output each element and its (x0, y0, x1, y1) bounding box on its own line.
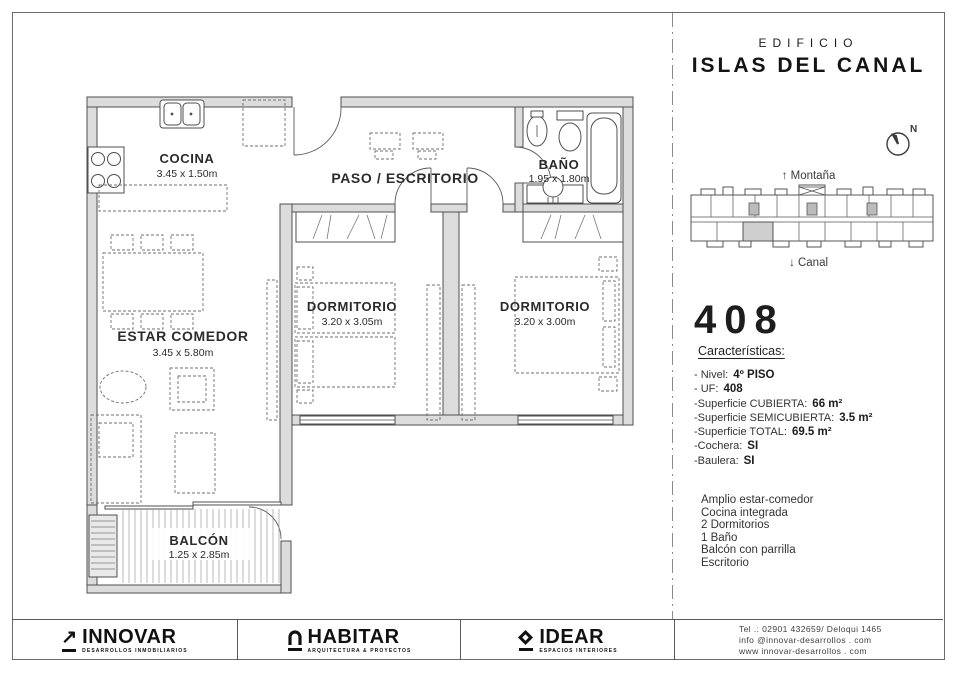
innovar-arrow-icon: ↗ (61, 626, 78, 648)
unit-number: 408 (694, 298, 785, 342)
north-label: N (910, 124, 918, 135)
orientation-canal: ↓ Canal (788, 255, 829, 269)
features-list (701, 494, 941, 570)
room-dims-dormitorio-2: 3.20 x 3.00m (514, 316, 576, 328)
logo-cell-habitar (238, 620, 461, 660)
room-dims-cocina: 3.45 x 1.50m (156, 168, 218, 180)
contact-cell (675, 620, 943, 660)
orientation-montana: ↑ Montaña (781, 168, 836, 182)
room-dims-balcon: 1.25 x 2.85m (168, 549, 230, 561)
feature-item: Balcón con parrilla (701, 544, 796, 557)
feature-item: 1 Baño (701, 531, 738, 544)
desk (370, 133, 443, 159)
habitar-tagline: ARQUITECTURA & PROYECTOS (307, 647, 412, 654)
logo-cell-innovar (12, 620, 238, 660)
building-label: EDIFICIO (758, 36, 859, 50)
innovar-tagline: DESARROLLOS INMOBILIARIOS (82, 647, 188, 654)
contact-tel: Tel .: 02901 432659/ Deloqui 1465 (739, 623, 882, 634)
parrilla-grill (89, 515, 117, 577)
idear-logo: IDEAR (539, 625, 605, 648)
down-arrow-icon: ↓ (788, 255, 795, 269)
feature-item: Amplio estar-comedor (701, 494, 814, 506)
innovar-logo: INNOVAR (82, 625, 177, 648)
panel-divider-line (672, 13, 673, 619)
characteristic-row: -Superficie TOTAL: 69.5 m² (694, 426, 832, 439)
feature-item: Cocina integrada (701, 506, 788, 519)
living-furniture (91, 235, 277, 503)
building-name: ISLAS DEL CANAL (691, 54, 926, 77)
logo-bar (288, 648, 302, 651)
characteristic-row: -Superficie SEMICUBIERTA: 3.5 m² (694, 411, 873, 424)
idear-diamond-icon (517, 629, 534, 646)
contact-email: info @innovar-desarrollos . com (739, 634, 872, 645)
characteristics-title: Características: (698, 344, 785, 358)
feature-item: 2 Dormitorios (701, 519, 770, 532)
room-label-estar: ESTAR COMEDOR (117, 328, 249, 344)
floor-plan (75, 85, 637, 597)
logo-bar (519, 648, 533, 651)
room-label-balcon: BALCÓN (169, 533, 229, 548)
habitar-logo: HABITAR (307, 625, 400, 648)
up-arrow-icon: ↑ (781, 168, 788, 182)
north-compass-icon (882, 118, 928, 160)
characteristic-row: - Nivel: 4º PISO (694, 369, 775, 381)
bedroom1-beds (295, 267, 398, 403)
room-dims-bano: 1.95 x 1.80m (528, 173, 590, 185)
room-label-paso: PASO / ESCRITORIO (331, 170, 479, 186)
characteristic-row: -Superficie CUBIERTA: 66 m² (694, 397, 843, 410)
characteristics-list (694, 368, 940, 468)
characteristic-row: - UF: 408 (694, 383, 743, 396)
logo-bar (62, 649, 76, 652)
room-label-dormitorio-1: DORMITORIO (306, 299, 398, 314)
habitar-house-icon (287, 629, 303, 646)
room-label-cocina: COCINA (159, 151, 215, 166)
footer-band (12, 619, 943, 660)
room-label-dormitorio-2: DORMITORIO (499, 299, 591, 314)
room-label-bano: BAÑO (538, 157, 580, 172)
room-dims-estar: 3.45 x 5.80m (152, 347, 214, 359)
idear-tagline: ESPACIOS INTERIORES (539, 647, 618, 654)
characteristic-row: -Baulera: SI (694, 454, 755, 467)
room-dims-dormitorio-1: 3.20 x 3.05m (321, 316, 383, 328)
feature-item: Escritorio (701, 556, 749, 569)
building-site-plan (687, 181, 939, 253)
contact-web: www innovar-desarrollos . com (739, 645, 867, 656)
logo-cell-idear (461, 620, 675, 660)
characteristic-row: -Cochera: SI (694, 440, 759, 453)
highlighted-unit (743, 222, 773, 241)
